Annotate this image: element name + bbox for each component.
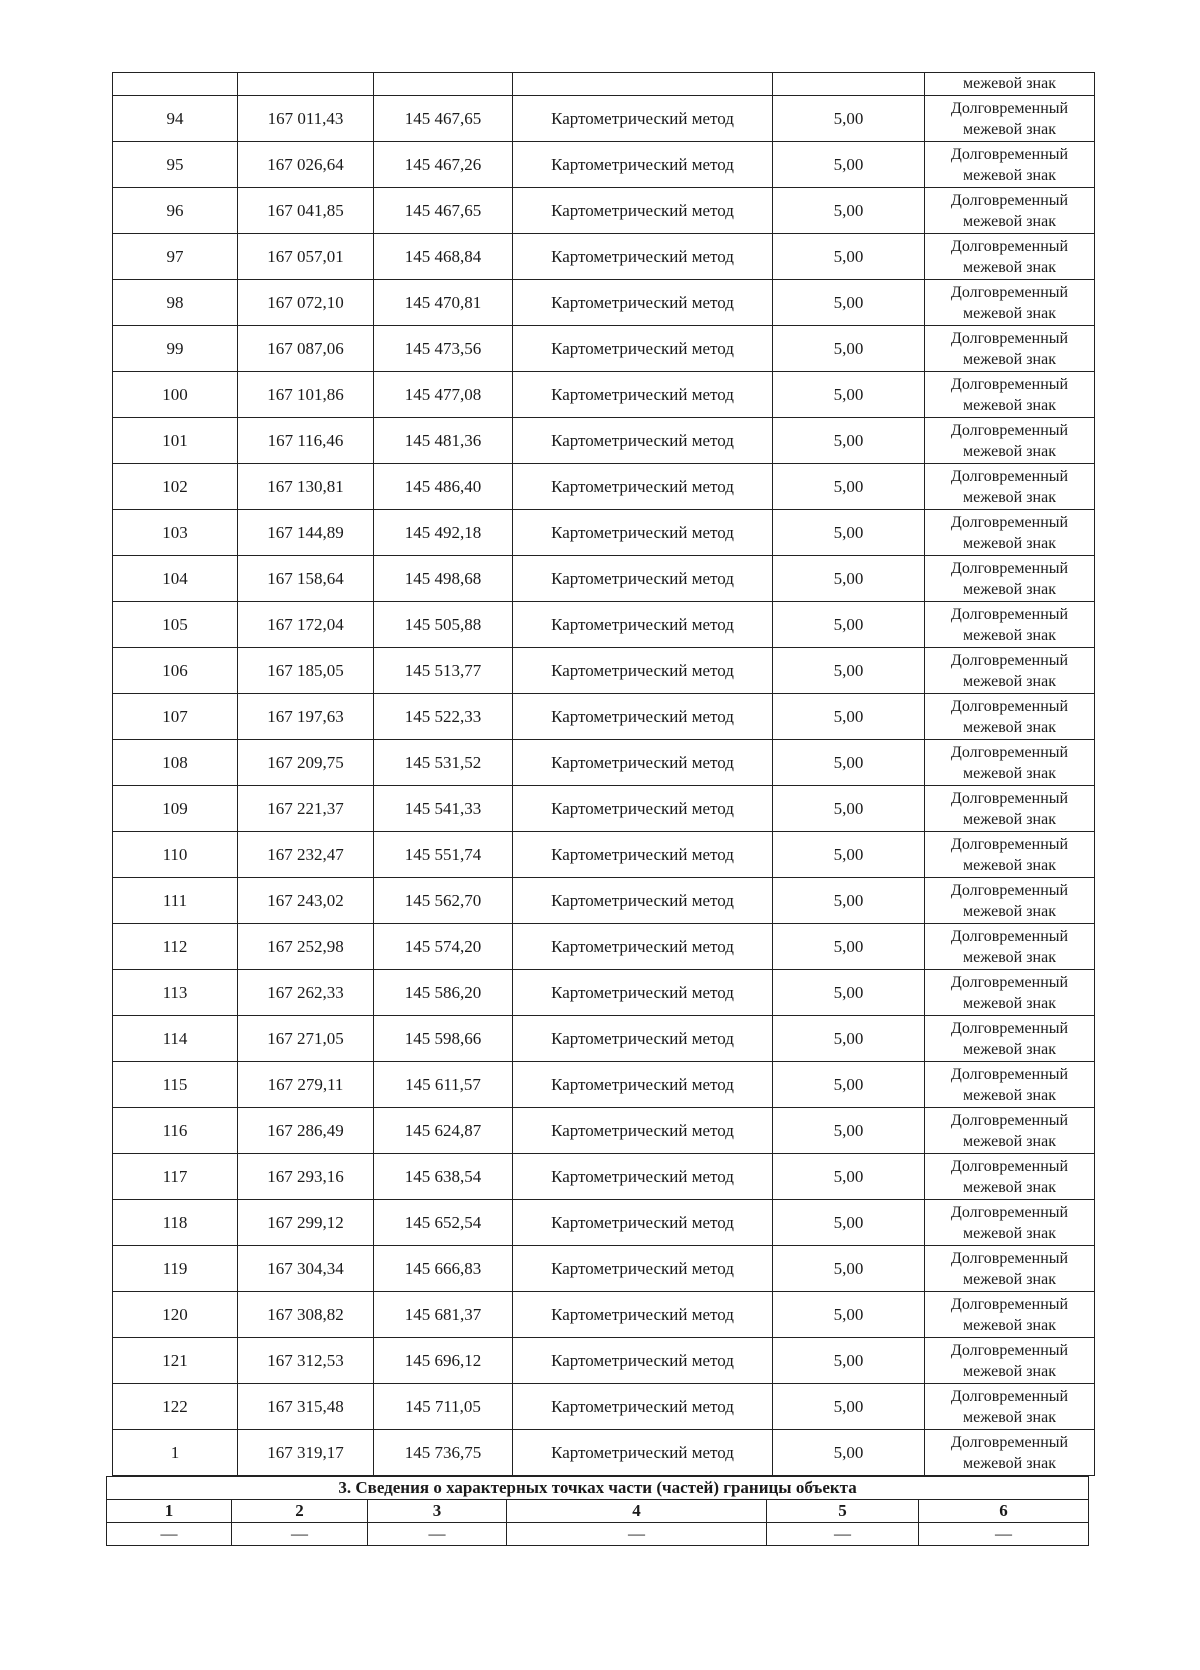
table-row	[113, 1200, 1095, 1246]
cell-x: 167 209,75	[238, 740, 374, 786]
col-number-5: 5	[767, 1500, 919, 1523]
cell-y: 145 638,54	[374, 1154, 513, 1200]
dash-cell: —	[107, 1523, 232, 1546]
cell-number: 94	[113, 96, 238, 142]
cell-x	[238, 73, 374, 96]
cell-x: 167 041,85	[238, 188, 374, 234]
cell-sign	[925, 96, 1095, 142]
sign-text: Долговременный	[950, 1387, 1069, 1405]
cell-y: 145 522,33	[374, 694, 513, 740]
table-row	[113, 372, 1095, 418]
cell-sign	[925, 1108, 1095, 1154]
col-number-3: 3	[368, 1500, 507, 1523]
table-row	[113, 924, 1095, 970]
cell-method: Картометрический метод	[513, 1200, 773, 1246]
cell-method: Картометрический метод	[513, 556, 773, 602]
cell-method: Картометрический метод	[513, 280, 773, 326]
cell-number: 112	[113, 924, 238, 970]
cell-number: 1	[113, 1430, 238, 1476]
cell-x: 167 144,89	[238, 510, 374, 556]
sign-text: Долговременный	[950, 789, 1069, 807]
cell-accuracy: 5,00	[773, 1200, 925, 1246]
cell-method: Картометрический метод	[513, 648, 773, 694]
cell-sign	[925, 188, 1095, 234]
sign-text: межевой знак	[963, 442, 1056, 460]
cell-accuracy: 5,00	[773, 1016, 925, 1062]
section3-table	[106, 1476, 1089, 1546]
cell-method: Картометрический метод	[513, 1016, 773, 1062]
table-row	[113, 832, 1095, 878]
cell-y: 145 736,75	[374, 1430, 513, 1476]
cell-y: 145 711,05	[374, 1384, 513, 1430]
cell-method: Картометрический метод	[513, 1108, 773, 1154]
cell-y: 145 468,84	[374, 234, 513, 280]
sign-text: межевой знак	[963, 212, 1056, 230]
sign-text: Долговременный	[950, 1019, 1069, 1037]
cell-y: 145 541,33	[374, 786, 513, 832]
cell-number: 100	[113, 372, 238, 418]
cell-number: 106	[113, 648, 238, 694]
cell-sign	[925, 1016, 1095, 1062]
cell-y: 145 624,87	[374, 1108, 513, 1154]
cell-method: Картометрический метод	[513, 188, 773, 234]
cell-accuracy: 5,00	[773, 1154, 925, 1200]
cell-method: Картометрический метод	[513, 372, 773, 418]
table-row	[113, 464, 1095, 510]
cell-method: Картометрический метод	[513, 234, 773, 280]
sign-text: межевой знак	[963, 1454, 1056, 1472]
cell-accuracy: 5,00	[773, 510, 925, 556]
cell-number: 113	[113, 970, 238, 1016]
cell-number: 118	[113, 1200, 238, 1246]
sign-text: Долговременный	[950, 467, 1069, 485]
table-row	[113, 694, 1095, 740]
continuation-row	[113, 73, 1095, 96]
table-row	[113, 1154, 1095, 1200]
sign-text: межевой знак	[963, 1132, 1056, 1150]
cell-number: 103	[113, 510, 238, 556]
sign-text: Долговременный	[950, 1433, 1069, 1451]
table-row	[113, 556, 1095, 602]
table-row	[113, 970, 1095, 1016]
cell-number: 97	[113, 234, 238, 280]
section3-column-numbers	[107, 1500, 1089, 1523]
cell-accuracy: 5,00	[773, 556, 925, 602]
cell-y: 145 513,77	[374, 648, 513, 694]
cell-method: Картометрический метод	[513, 1292, 773, 1338]
cell-y: 145 473,56	[374, 326, 513, 372]
table-row	[113, 878, 1095, 924]
cell-y: 145 505,88	[374, 602, 513, 648]
cell-x: 167 319,17	[238, 1430, 374, 1476]
sign-text: Долговременный	[950, 1341, 1069, 1359]
cell-sign	[925, 1154, 1095, 1200]
cell-x: 167 304,34	[238, 1246, 374, 1292]
table-row	[113, 188, 1095, 234]
table-row	[113, 510, 1095, 556]
cell-sign	[925, 142, 1095, 188]
cell-accuracy: 5,00	[773, 786, 925, 832]
sign-text: межевой знак	[963, 810, 1056, 828]
table-row	[113, 1016, 1095, 1062]
section3-empty-row	[107, 1523, 1089, 1546]
cell-method: Картометрический метод	[513, 970, 773, 1016]
table-row	[113, 1246, 1095, 1292]
sign-text: межевой знак	[963, 1040, 1056, 1058]
cell-number: 108	[113, 740, 238, 786]
cell-method: Картометрический метод	[513, 832, 773, 878]
cell-sign	[925, 372, 1095, 418]
cell-method: Картометрический метод	[513, 924, 773, 970]
sign-text: Долговременный	[950, 1157, 1069, 1175]
cell-method: Картометрический метод	[513, 510, 773, 556]
cell-method: Картометрический метод	[513, 694, 773, 740]
cell-y: 145 498,68	[374, 556, 513, 602]
cell-sign	[925, 694, 1095, 740]
cell-accuracy: 5,00	[773, 142, 925, 188]
sign-text: Долговременный	[950, 927, 1069, 945]
cell-method: Картометрический метод	[513, 786, 773, 832]
table-row	[113, 234, 1095, 280]
sign-text: межевой знак	[963, 718, 1056, 736]
sign-text: Долговременный	[950, 237, 1069, 255]
dash-cell: —	[767, 1523, 919, 1546]
cell-x: 167 158,64	[238, 556, 374, 602]
cell-x: 167 252,98	[238, 924, 374, 970]
table-row	[113, 602, 1095, 648]
cell-accuracy: 5,00	[773, 740, 925, 786]
dash-cell: —	[368, 1523, 507, 1546]
cell-y: 145 562,70	[374, 878, 513, 924]
cell-x: 167 232,47	[238, 832, 374, 878]
col-number-1: 1	[107, 1500, 232, 1523]
cell-accuracy: 5,00	[773, 832, 925, 878]
cell-x: 167 312,53	[238, 1338, 374, 1384]
sign-text: Долговременный	[950, 421, 1069, 439]
cell-number: 104	[113, 556, 238, 602]
cell-method: Картометрический метод	[513, 602, 773, 648]
section3-title: 3. Сведения о характерных точках части (частей) границы объекта	[107, 1477, 1089, 1500]
cell-sign	[925, 970, 1095, 1016]
sign-text: межевой знак	[963, 626, 1056, 644]
cell-accuracy	[773, 73, 925, 96]
sign-text: Долговременный	[950, 1203, 1069, 1221]
sign-text: межевой знак	[963, 166, 1056, 184]
cell-y: 145 531,52	[374, 740, 513, 786]
cell-accuracy: 5,00	[773, 970, 925, 1016]
cell-y: 145 696,12	[374, 1338, 513, 1384]
sign-text: Долговременный	[950, 329, 1069, 347]
cell-sign	[925, 648, 1095, 694]
cell-number: 122	[113, 1384, 238, 1430]
cell-x: 167 286,49	[238, 1108, 374, 1154]
cell-number: 98	[113, 280, 238, 326]
cell-sign	[925, 1384, 1095, 1430]
cell-y: 145 492,18	[374, 510, 513, 556]
cell-accuracy: 5,00	[773, 1246, 925, 1292]
cell-accuracy: 5,00	[773, 924, 925, 970]
cell-sign	[925, 280, 1095, 326]
table-row	[113, 1338, 1095, 1384]
cell-x: 167 315,48	[238, 1384, 374, 1430]
cell-y: 145 611,57	[374, 1062, 513, 1108]
cell-method: Картометрический метод	[513, 96, 773, 142]
sign-text: межевой знак	[963, 120, 1056, 138]
table-row	[113, 1384, 1095, 1430]
cell-accuracy: 5,00	[773, 602, 925, 648]
table-row	[113, 1292, 1095, 1338]
cell-sign	[925, 602, 1095, 648]
cell-number: 120	[113, 1292, 238, 1338]
cell-y: 145 551,74	[374, 832, 513, 878]
col-number-6: 6	[919, 1500, 1089, 1523]
cell-sign	[925, 1430, 1095, 1476]
table-row	[113, 1430, 1095, 1476]
cell-y: 145 666,83	[374, 1246, 513, 1292]
cell-x: 167 299,12	[238, 1200, 374, 1246]
sign-text: Долговременный	[950, 651, 1069, 669]
sign-text: Долговременный	[950, 375, 1069, 393]
cell-accuracy: 5,00	[773, 188, 925, 234]
sign-text: межевой знак	[963, 1408, 1056, 1426]
cell-x: 167 116,46	[238, 418, 374, 464]
cell-method: Картометрический метод	[513, 1338, 773, 1384]
cell-number: 119	[113, 1246, 238, 1292]
table-row	[113, 418, 1095, 464]
cell-sign	[925, 878, 1095, 924]
cell-number: 101	[113, 418, 238, 464]
cell-y: 145 477,08	[374, 372, 513, 418]
cell-method: Картометрический метод	[513, 1154, 773, 1200]
cell-y: 145 586,20	[374, 970, 513, 1016]
cell-sign	[925, 464, 1095, 510]
cell-y: 145 467,65	[374, 188, 513, 234]
cell-accuracy: 5,00	[773, 464, 925, 510]
sign-text: межевой знак	[963, 1224, 1056, 1242]
sign-text: Долговременный	[950, 559, 1069, 577]
cell-y: 145 486,40	[374, 464, 513, 510]
cell-sign	[925, 510, 1095, 556]
sign-text: межевой знак	[963, 902, 1056, 920]
cell-number: 110	[113, 832, 238, 878]
sign-text: межевой знак	[963, 1178, 1056, 1196]
dash-cell: —	[232, 1523, 368, 1546]
cell-x: 167 057,01	[238, 234, 374, 280]
cell-number: 105	[113, 602, 238, 648]
cell-x: 167 197,63	[238, 694, 374, 740]
table-row	[113, 1062, 1095, 1108]
cell-x: 167 308,82	[238, 1292, 374, 1338]
cell-sign	[925, 418, 1095, 464]
col-number-2: 2	[232, 1500, 368, 1523]
cell-y: 145 467,65	[374, 96, 513, 142]
cell-sign	[925, 786, 1095, 832]
col-number-4: 4	[507, 1500, 767, 1523]
sign-text: межевой знак	[963, 1270, 1056, 1288]
sign-text: Долговременный	[950, 145, 1069, 163]
cell-method: Картометрический метод	[513, 1430, 773, 1476]
cell-number: 121	[113, 1338, 238, 1384]
sign-text: межевой знак	[963, 396, 1056, 414]
dash-cell: —	[507, 1523, 767, 1546]
cell-sign: межевой знак	[925, 73, 1095, 96]
sign-text: Долговременный	[950, 1065, 1069, 1083]
sign-text: межевой знак	[963, 948, 1056, 966]
sign-text: Долговременный	[950, 973, 1069, 991]
cell-accuracy: 5,00	[773, 1384, 925, 1430]
cell-sign	[925, 556, 1095, 602]
cell-number: 111	[113, 878, 238, 924]
cell-x: 167 271,05	[238, 1016, 374, 1062]
sign-text: межевой знак	[963, 1316, 1056, 1334]
cell-x: 167 011,43	[238, 96, 374, 142]
table-row	[113, 142, 1095, 188]
cell-y: 145 574,20	[374, 924, 513, 970]
cell-number: 99	[113, 326, 238, 372]
sign-text: межевой знак	[963, 258, 1056, 276]
cell-method: Картометрический метод	[513, 740, 773, 786]
boundary-points-table	[112, 72, 1095, 1476]
sign-text: межевой знак	[963, 304, 1056, 322]
cell-sign	[925, 924, 1095, 970]
sign-text: межевой знак	[963, 1086, 1056, 1104]
sign-text: межевой знак	[963, 1362, 1056, 1380]
cell-method: Картометрический метод	[513, 464, 773, 510]
table-row	[113, 326, 1095, 372]
cell-method	[513, 73, 773, 96]
cell-method: Картометрический метод	[513, 878, 773, 924]
sign-text: Долговременный	[950, 697, 1069, 715]
sign-text: Долговременный	[950, 1111, 1069, 1129]
table-row	[113, 740, 1095, 786]
cell-method: Картометрический метод	[513, 418, 773, 464]
sign-text: Долговременный	[950, 743, 1069, 761]
table-row	[113, 1108, 1095, 1154]
cell-accuracy: 5,00	[773, 1062, 925, 1108]
sign-text: Долговременный	[950, 191, 1069, 209]
cell-accuracy: 5,00	[773, 418, 925, 464]
table-row	[113, 648, 1095, 694]
cell-accuracy: 5,00	[773, 1338, 925, 1384]
cell-number: 95	[113, 142, 238, 188]
cell-x: 167 072,10	[238, 280, 374, 326]
cell-number: 114	[113, 1016, 238, 1062]
cell-x: 167 262,33	[238, 970, 374, 1016]
cell-x: 167 130,81	[238, 464, 374, 510]
cell-sign	[925, 326, 1095, 372]
cell-sign	[925, 1062, 1095, 1108]
sign-text: Долговременный	[950, 835, 1069, 853]
cell-y: 145 467,26	[374, 142, 513, 188]
cell-accuracy: 5,00	[773, 96, 925, 142]
sign-text: Долговременный	[950, 881, 1069, 899]
cell-sign	[925, 1292, 1095, 1338]
cell-y: 145 652,54	[374, 1200, 513, 1246]
cell-number: 102	[113, 464, 238, 510]
dash-cell: —	[919, 1523, 1089, 1546]
cell-accuracy: 5,00	[773, 234, 925, 280]
cell-sign	[925, 1200, 1095, 1246]
sign-text: Долговременный	[950, 283, 1069, 301]
cell-x: 167 172,04	[238, 602, 374, 648]
sign-text: межевой знак	[963, 672, 1056, 690]
cell-method: Картометрический метод	[513, 1246, 773, 1292]
cell-method: Картометрический метод	[513, 1062, 773, 1108]
cell-number: 96	[113, 188, 238, 234]
sign-text: межевой знак	[963, 488, 1056, 506]
cell-y: 145 681,37	[374, 1292, 513, 1338]
sign-text: межевой знак	[963, 580, 1056, 598]
cell-accuracy: 5,00	[773, 1292, 925, 1338]
table-row	[113, 96, 1095, 142]
cell-method: Картометрический метод	[513, 142, 773, 188]
cell-method: Картометрический метод	[513, 326, 773, 372]
cell-x: 167 087,06	[238, 326, 374, 372]
cell-sign	[925, 1246, 1095, 1292]
section3-title-row	[107, 1477, 1089, 1500]
table-row	[113, 786, 1095, 832]
cell-accuracy: 5,00	[773, 878, 925, 924]
cell-accuracy: 5,00	[773, 280, 925, 326]
cell-number	[113, 73, 238, 96]
cell-accuracy: 5,00	[773, 1430, 925, 1476]
cell-x: 167 026,64	[238, 142, 374, 188]
cell-x: 167 279,11	[238, 1062, 374, 1108]
cell-x: 167 293,16	[238, 1154, 374, 1200]
sign-text: межевой знак	[963, 856, 1056, 874]
sign-text: межевой знак	[963, 994, 1056, 1012]
cell-x: 167 185,05	[238, 648, 374, 694]
sign-text: Долговременный	[950, 99, 1069, 117]
sign-text: Долговременный	[950, 513, 1069, 531]
table-row	[113, 280, 1095, 326]
sign-text: Долговременный	[950, 1295, 1069, 1313]
cell-x: 167 243,02	[238, 878, 374, 924]
cell-x: 167 101,86	[238, 372, 374, 418]
sign-text: межевой знак	[963, 534, 1056, 552]
cell-accuracy: 5,00	[773, 372, 925, 418]
sign-text: Долговременный	[950, 1249, 1069, 1267]
cell-x: 167 221,37	[238, 786, 374, 832]
cell-number: 116	[113, 1108, 238, 1154]
cell-accuracy: 5,00	[773, 326, 925, 372]
cell-number: 107	[113, 694, 238, 740]
cell-sign	[925, 832, 1095, 878]
cell-y	[374, 73, 513, 96]
cell-y: 145 470,81	[374, 280, 513, 326]
cell-method: Картометрический метод	[513, 1384, 773, 1430]
cell-number: 117	[113, 1154, 238, 1200]
cell-sign	[925, 1338, 1095, 1384]
cell-sign	[925, 740, 1095, 786]
cell-number: 109	[113, 786, 238, 832]
sign-text: межевой знак	[963, 350, 1056, 368]
cell-number: 115	[113, 1062, 238, 1108]
cell-accuracy: 5,00	[773, 694, 925, 740]
cell-y: 145 481,36	[374, 418, 513, 464]
document-page	[112, 72, 1094, 1546]
cell-sign	[925, 234, 1095, 280]
sign-text: Долговременный	[950, 605, 1069, 623]
sign-text: межевой знак	[963, 764, 1056, 782]
cell-accuracy: 5,00	[773, 648, 925, 694]
cell-y: 145 598,66	[374, 1016, 513, 1062]
cell-accuracy: 5,00	[773, 1108, 925, 1154]
